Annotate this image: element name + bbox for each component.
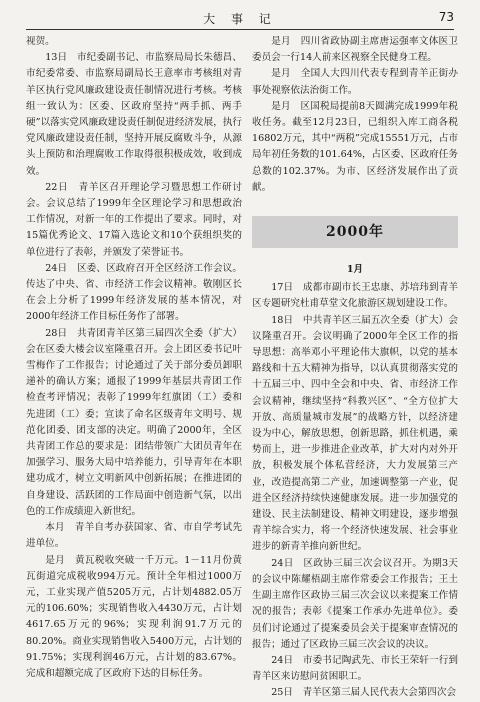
paragraph: 本月 青羊自考办获国家、省、市自学考试先进单位。: [26, 522, 242, 550]
month-heading: 1月: [346, 264, 364, 276]
paragraph: 17日 成都市副市长王忠康、苏培玮到青羊区专题研究杜甫草堂文化旅游区规划建设工作。: [252, 282, 458, 310]
paragraph: 24日 市委书记陶武先、市长王荣轩一行到青羊区来访慰问贫困职工。: [252, 654, 458, 683]
page-number: 73: [438, 10, 454, 24]
paragraph: 28日 共青团青羊区第三届四次全委（扩大）会在区委大楼会议室隆重召开。会上团区委书记叶雪梅作了工作报告；讨论通过了关于部分委员卸职递补的确认方案；通报了1999年基层共青团工作检查考评情况；表彰了1999年红旗团（工）委和先进团（工）委；宣读了命名区级青年文明号、规范化团委、团支部的决定。明确了2000年，全区共青团工作总的要求是：团结带领广大团员青年在加强学习、服务大局中培养能力，引导青年在本职建功成才，树立文明新风中创新拓展；在推进团的自身建设、活跃团的工作局面中创造新气氛，以出色的工作成绩迎入新世纪。: [26, 327, 242, 517]
right-column: [252, 34, 458, 702]
paragraph: 是月 全国人大四川代表专程到青羊正街办事处视察依法治街工作。: [252, 68, 458, 96]
paragraph: 18日 中共青羊区三届五次全委（扩大）会议隆重召开。会议明确了2000年全区工作的指导思想：高举邓小平理论伟大旗帜，以党的基本路线和十五大精神为指导，以认真贯彻落实党的十五届三中、四中全会和中央、省、市经济工作会议精神，继续坚持“科教兴区”、“全方位扩大开放、高质量城市发展”的战略方针，以经济建设为中心，解放思想，创新思路，抓住机遇，乘势而上，进一步推进企业改革，扩大对内对外开放，积极发展个体私营经济，大力发展第三产业，改造提高第二产业，加速调整第一产业，促进全区经济持续快速健康发展。进一步加强党的建设、民主法制建设、精神文明建设，逐步增强青羊综合实力，将一个经济快速发展、社会事业进步的新青羊推向新世纪。: [252, 314, 458, 553]
page-header: [26, 6, 454, 30]
paragraph: 视贺。: [26, 36, 55, 47]
year-heading: 2000年: [252, 216, 458, 248]
paragraph: 25日 青羊区第三届人民代表大会第四次会: [271, 687, 457, 699]
header-rule: [26, 29, 454, 30]
paragraph: 24日 区政协三届三次会议召开。为期3天的会议中陈耀梧副主席作常委会工作报告；王土生副主席作区政协三届三次会议以来提案工作情况的报告；表彰《提案工作承办先进单位》。委员们讨论通过了提案委员会关于提案审查情况的报告；通过了区政协三届三次会议的决议。: [252, 557, 458, 650]
left-column: [26, 34, 242, 682]
paragraph: 是月 区国税局提前8天圆满完成1999年税收任务。截至12月23日，已组织入库工商各税16802万元，其中“两税”完成15551万元，占市局年初任务数的101.64%，占区委、区政府任务总数的102.37%。为市、区经济发展作出了贡献。: [252, 100, 458, 193]
running-title: 大 事 记: [203, 12, 277, 26]
paragraph: 24日 区委、区政府召开全区经济工作会议。传达了中央、省、市经济工作会议精神。敬刚区长在会上分析了1999年经济发展的基本情况，对2000年经济工作目标任务作了部署。: [26, 262, 242, 323]
paragraph: 是月 黄瓦税收突破一千万元。1－11月份黄瓦街道完成税收994万元。预计全年相过1000万元，工业实现产值5205万元，占计划4882.05万元的106.60%；实现销售收入4430万元，占计划4617.65万元的96%；实现利润91.7万元的80.20%。商业实现销售收入5400万元，占计划的91.75%；实现利润46万元，占计划的83.67%。完成和超额完成了区政府下达的目标任务。: [26, 554, 242, 679]
paragraph: 13日 市纪委副书记、市监察局局长朱德昌、市纪委常委、市监察局副局长王意率市考核组对青羊区执行党风廉政建设责任制情况进行考核。考核组一致认为：区委、区政府坚持“两手抓、两手硬”以落实党风廉政建设责任制促进经济发展，执行党风廉政建设责任制，坚持开展反腐败斗争，从源头上预防和治理腐败工作取得很积极成效，收到成效。: [26, 52, 242, 177]
paragraph: 22日 青羊区召开理论学习暨思想工作研讨会。会议总结了1999年全区理论学习和思想政治工作情况，对新一年的工作提出了要求。同时，对15篇优秀论文、17篇入选论文和10个获组织奖的单位进行了表彰，并颁发了荣誉证书。: [26, 181, 242, 258]
paragraph: 是月 四川省政协副主席唐运强率文体医卫委员会一行14人前来区视察全民健身工程。: [252, 36, 458, 64]
